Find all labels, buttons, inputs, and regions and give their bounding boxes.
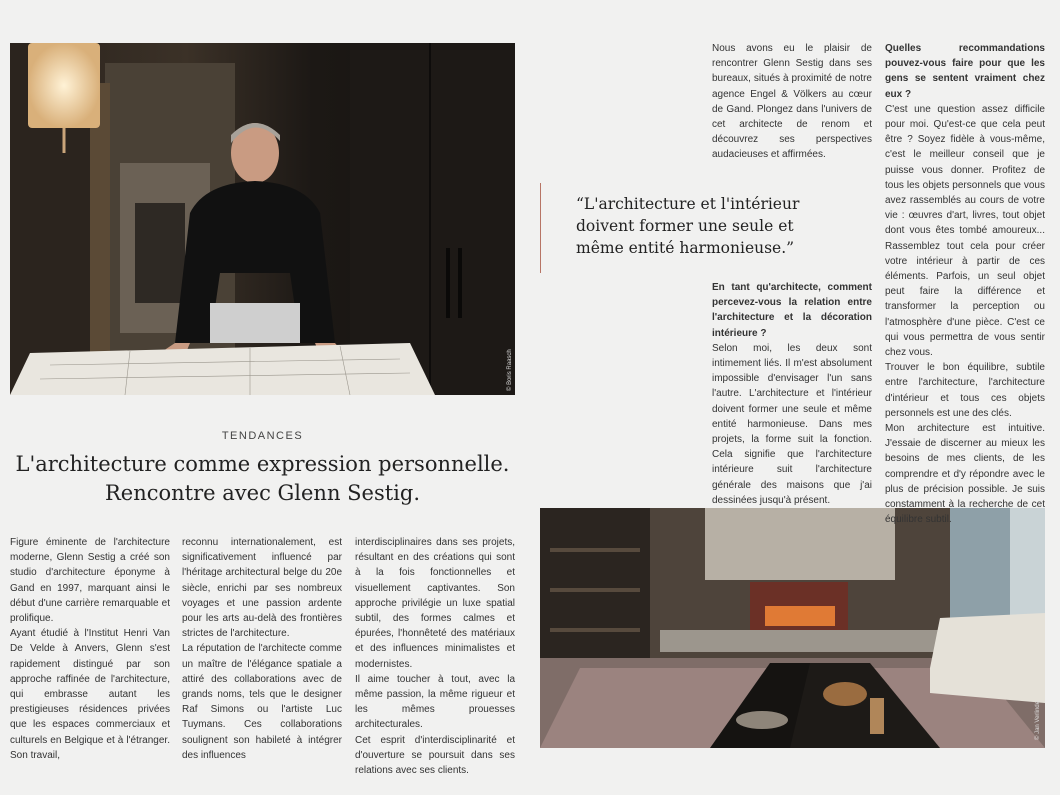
section-kicker: TENDANCES	[221, 430, 304, 442]
headline-line-1: L'architecture comme expression personnelle.	[15, 452, 510, 476]
body-column-1	[10, 535, 170, 763]
body-column-3	[355, 535, 515, 778]
col3-paragraph: interdisciplinaires dans ses projets, résultant en des créations qui sont à la fois fonctionnelles et visuellement captivantes. Son approche privilégie un luxe spatial subtil, des formes calmes et épurées, l'honnêteté des matériaux et des influences minimalistes et modernistes.	[355, 537, 515, 670]
interior-credit: © Jan Verlinde	[1035, 700, 1041, 740]
answer-2-paragraph: Mon architecture est intuitive. J'essaie de discerner au mieux les besoins de mes clients, de les comprendre et d'y répondre avec le plus de précision possible. Je suis constamment à la recherche de cet équilibre subtil.	[885, 423, 1045, 526]
body-column-2	[182, 535, 342, 763]
answer-2-paragraph: C'est une question assez difficile pour moi. Qu'est-ce que cela peut être ? Soyez fidèle à vous-même, c'est le meilleur conseil que je puisse vous donner. Profitez de tous les objets personnels que vous avez rassemblés au cours de votre vie : œuvres d'art, livres, tout objet dont vous êtes tombé amoureux... Rassemblez tout cela pour créer votre intérieur à partir de ces éléments. Parfois, un seul objet peut faire la différence et transformer la perception ou l'atmosphère d'une pièce. C'est ce qui vous permettra de vous sentir chez vous.	[885, 103, 1045, 359]
col1-paragraph: Ayant étudié à l'Institut Henri Van De Velde à Anvers, Glenn s'est rapidement distingué par son approche raffinée de l'architecture, qui embrasse autant les prestigieuses résidences privées que les espaces commerciaux et culturels en Belgique et à l'étranger. Son travail,	[10, 628, 170, 761]
answer-2-paragraph: Trouver le bon équilibre, subtile entre l'architecture, l'architecture d'intérieur et tous ces objets personnels est une des clés.	[885, 362, 1045, 419]
interview-q2-block	[885, 41, 1045, 528]
intro-paragraph: Nous avons eu le plaisir de rencontrer Glenn Sestig dans ses bureaux, situés à proximité de notre agence Engel & Völkers au cœur de Gand. Plongez dans l'univers de cet architecte de renom et découvrez ses perspectives audacieuses et affirmées.	[712, 43, 872, 161]
question-1: En tant qu'architecte, comment percevez-vous la relation entre l'architecture et la décoration intérieure ?	[712, 282, 872, 339]
col3-paragraph: Il aime toucher à tout, avec la même passion, la même rigueur et les mêmes prouesses architecturales.	[355, 673, 515, 731]
pull-quote: “L'architecture et l'intérieur doivent former une seule et même entité harmonieuse.”	[576, 195, 800, 257]
portrait-credit: © Boris Raasch	[507, 349, 513, 391]
interior-photo	[540, 508, 1045, 748]
interior-illustration	[540, 508, 1045, 748]
answer-1: Selon moi, les deux sont intimement liés. Il m'est absolument impossible d'envisager l'un sans l'autre. L'architecture et l'intérieur doivent former une seule et même entité harmonieuse. Dans mes projets, la forme suit la fonction. Cela signifie que l'architecture intérieure suit l'architecture générale des maisons que j'ai dessinées jusqu'à présent.	[712, 342, 872, 506]
interview-q1-block	[712, 280, 872, 508]
col2-paragraph: La réputation de l'architecte comme un maître de l'élégance spatiale a attiré des collaborations avec de grands noms, tels que le designer Raf Simons ou l'artiste Luc Tuymans. Ces collaborations soulignent son habileté à intégrer des influences	[182, 643, 342, 761]
quote-accent-bar	[540, 183, 541, 273]
question-2: Quelles recommandations pouvez-vous faire pour que les gens se sentent vraiment chez eux ?	[885, 43, 1045, 100]
portrait-photo	[10, 43, 515, 395]
article-headline	[10, 450, 515, 508]
col2-paragraph: reconnu internationalement, est significativement influencé par l'héritage architectural belge du 20e siècle, enrichi par ses nombreux voyages et une passion ardente pour les arts au-delà des frontières strictes de l'architecture.	[182, 537, 342, 640]
col1-paragraph: Figure éminente de l'architecture moderne, Glenn Sestig a créé son studio d'architecture éponyme à Gand en 1997, marquant ainsi le début d'une carrière remarquable et prolifique.	[10, 537, 170, 625]
portrait-illustration	[10, 43, 515, 395]
col3-paragraph: Cet esprit d'interdisciplinarité et d'ouverture se poursuit dans ses relations avec ses clients.	[355, 734, 515, 777]
headline-line-2: Rencontre avec Glenn Sestig.	[104, 481, 421, 505]
